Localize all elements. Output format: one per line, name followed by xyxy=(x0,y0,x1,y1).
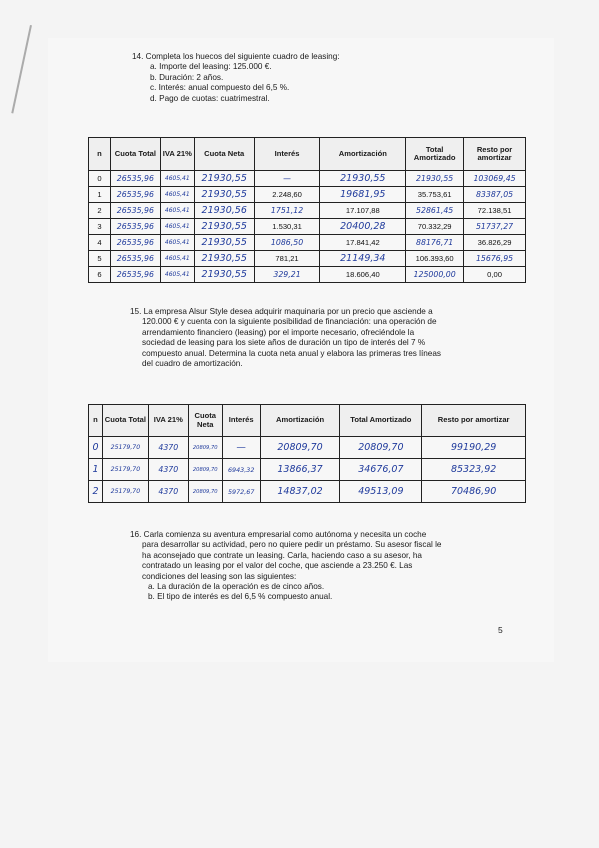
table-row xyxy=(89,251,526,267)
question-16-item: b. El tipo de interés es del 6,5 % compuesto anual. xyxy=(148,592,333,602)
handwritten-cell: 4605,41 xyxy=(160,251,194,267)
handwritten-cell: 21930,55 xyxy=(194,267,254,283)
handwritten-cell: 2 xyxy=(89,481,103,503)
handwritten-cell: 21930,55 xyxy=(194,219,254,235)
question-15 xyxy=(130,307,506,369)
column-header: IVA 21% xyxy=(148,405,188,437)
table-cell: 6 xyxy=(89,267,111,283)
column-header: IVA 21% xyxy=(160,138,194,171)
handwritten-cell: 85323,92 xyxy=(422,459,526,481)
column-header: Total Amortizado xyxy=(340,405,422,437)
table-row xyxy=(89,187,526,203)
column-header: Cuota Neta xyxy=(188,405,222,437)
question-14-title: 14. Completa los huecos del siguiente cuadro de leasing: xyxy=(132,52,340,61)
handwritten-cell: 13866,37 xyxy=(260,459,340,481)
handwritten-cell: 20400,28 xyxy=(320,219,406,235)
handwritten-cell: 4370 xyxy=(148,437,188,459)
column-header: Cuota Total xyxy=(110,138,160,171)
leasing-table-2 xyxy=(88,404,526,503)
handwritten-cell: 5972,67 xyxy=(222,481,260,503)
handwritten-cell: 51737,27 xyxy=(464,219,526,235)
question-15-line: sociedad de leasing para los siete años de duración un tipo de interés del 7 % xyxy=(142,338,426,348)
handwritten-cell: 26535,96 xyxy=(110,267,160,283)
handwritten-cell: 21930,55 xyxy=(194,171,254,187)
handwritten-cell: 15676,95 xyxy=(464,251,526,267)
page-number: 5 xyxy=(498,625,503,635)
handwritten-cell: 19681,95 xyxy=(320,187,406,203)
table-cell: 106.393,60 xyxy=(406,251,464,267)
question-15-line: arrendamiento financiero (leasing) por el importe necesario, ofreciéndole la xyxy=(142,327,415,337)
table-cell: 781,21 xyxy=(254,251,320,267)
question-16-line: para desarrollar su actividad, pero no quiere pedir un préstamo. Su asesor fiscal le xyxy=(142,540,442,550)
handwritten-cell: 25179,70 xyxy=(102,459,148,481)
handwritten-cell: 21930,55 xyxy=(320,171,406,187)
handwritten-cell: 25179,70 xyxy=(102,437,148,459)
handwritten-cell: 99190,29 xyxy=(422,437,526,459)
table-cell: 36.826,29 xyxy=(464,235,526,251)
handwritten-cell: 21149,34 xyxy=(320,251,406,267)
handwritten-cell: 1 xyxy=(89,459,103,481)
handwritten-cell: 26535,96 xyxy=(110,219,160,235)
question-15-line: del cuadro de amortización. xyxy=(142,359,243,369)
handwritten-cell: — xyxy=(222,437,260,459)
handwritten-cell: 4605,41 xyxy=(160,203,194,219)
handwritten-cell: 21930,56 xyxy=(194,203,254,219)
question-15-line: compuesto anual. Determina la cuota neta anual y elabora las primeras tres líneas xyxy=(142,348,442,358)
table-row xyxy=(89,235,526,251)
handwritten-cell: 4370 xyxy=(148,481,188,503)
question-16-line: ha aconsejado que contrate un leasing. Carla, haciendo caso a su asesor, ha xyxy=(142,550,422,560)
leasing-table-1 xyxy=(88,137,526,283)
handwritten-cell: 20809,70 xyxy=(188,481,222,503)
handwritten-cell: 6943,32 xyxy=(222,459,260,481)
handwritten-cell: 34676,07 xyxy=(340,459,422,481)
handwritten-cell: 70486,90 xyxy=(422,481,526,503)
handwritten-cell: 21930,55 xyxy=(194,235,254,251)
table-cell: 0 xyxy=(89,171,111,187)
column-header: n xyxy=(89,138,111,171)
column-header: Amortización xyxy=(320,138,406,171)
question-14-item: d. Pago de cuotas: cuatrimestral. xyxy=(150,93,270,103)
table-cell: 5 xyxy=(89,251,111,267)
column-header: Interés xyxy=(222,405,260,437)
question-14-item: a. Importe del leasing: 125.000 €. xyxy=(150,62,272,72)
question-16-line: 16. Carla comienza su aventura empresarial como autónoma y necesita un coche xyxy=(130,530,427,539)
table-cell: 1 xyxy=(89,187,111,203)
question-15-line: 15. La empresa Alsur Style desea adquirir maquinaria por un precio que asciende a xyxy=(130,307,433,316)
table-row xyxy=(89,481,526,503)
handwritten-cell: 26535,96 xyxy=(110,171,160,187)
handwritten-cell: 21930,55 xyxy=(194,187,254,203)
handwritten-cell: 21930,55 xyxy=(406,171,464,187)
handwritten-cell: 88176,71 xyxy=(406,235,464,251)
table-header-row xyxy=(89,405,526,437)
handwritten-cell: 4605,41 xyxy=(160,235,194,251)
column-header: Cuota Neta xyxy=(194,138,254,171)
table-cell: 72.138,51 xyxy=(464,203,526,219)
handwritten-cell: 4605,41 xyxy=(160,267,194,283)
table-row xyxy=(89,459,526,481)
handwritten-cell: 0 xyxy=(89,437,103,459)
column-header: Amortización xyxy=(260,405,340,437)
question-14 xyxy=(132,52,522,104)
table-row xyxy=(89,219,526,235)
question-15-line: 120.000 € y cuenta con la siguiente posibilidad de financiación: una operación de xyxy=(142,317,437,327)
handwritten-cell: 26535,96 xyxy=(110,187,160,203)
table-cell: 3 xyxy=(89,219,111,235)
table-row xyxy=(89,437,526,459)
question-16-line: condiciones del leasing son las siguientes: xyxy=(142,571,297,581)
handwritten-cell: 1751,12 xyxy=(254,203,320,219)
column-header: Resto por amortizar xyxy=(464,138,526,171)
handwritten-cell: 25179,70 xyxy=(102,481,148,503)
handwritten-cell: 52861,45 xyxy=(406,203,464,219)
handwritten-cell: 20809,70 xyxy=(188,459,222,481)
table-cell: 70.332,29 xyxy=(406,219,464,235)
table-cell: 0,00 xyxy=(464,267,526,283)
handwritten-cell: 49513,09 xyxy=(340,481,422,503)
handwritten-cell: 26535,96 xyxy=(110,235,160,251)
table-header-row xyxy=(89,138,526,171)
table-cell: 2 xyxy=(89,203,111,219)
handwritten-cell: 1086,50 xyxy=(254,235,320,251)
table-row xyxy=(89,203,526,219)
column-header: Interés xyxy=(254,138,320,171)
handwritten-cell: 329,21 xyxy=(254,267,320,283)
table-row xyxy=(89,267,526,283)
page-edge-shadow xyxy=(11,25,32,113)
handwritten-cell: 4605,41 xyxy=(160,219,194,235)
question-14-item: c. Interés: anual compuesto del 6,5 %. xyxy=(150,83,290,93)
question-16-line: contratado un leasing por el valor del coche, que asciende a 23.250 €. Las xyxy=(142,561,413,571)
question-16-item: a. La duración de la operación es de cinco años. xyxy=(148,582,325,592)
table-cell: 2.248,60 xyxy=(254,187,320,203)
table-row xyxy=(89,171,526,187)
handwritten-cell: 4370 xyxy=(148,459,188,481)
table-cell: 35.753,61 xyxy=(406,187,464,203)
handwritten-cell: 4605,41 xyxy=(160,187,194,203)
handwritten-cell: — xyxy=(254,171,320,187)
handwritten-cell: 26535,96 xyxy=(110,203,160,219)
handwritten-cell: 20809,70 xyxy=(340,437,422,459)
handwritten-cell: 125000,00 xyxy=(406,267,464,283)
question-14-item: b. Duración: 2 años. xyxy=(150,72,224,82)
table-cell: 18.606,40 xyxy=(320,267,406,283)
handwritten-cell: 20809,70 xyxy=(188,437,222,459)
handwritten-cell: 103069,45 xyxy=(464,171,526,187)
handwritten-cell: 4605,41 xyxy=(160,171,194,187)
column-header: Resto por amortizar xyxy=(422,405,526,437)
column-header: Total Amortizado xyxy=(406,138,464,171)
table-cell: 17.841,42 xyxy=(320,235,406,251)
column-header: Cuota Total xyxy=(102,405,148,437)
handwritten-cell: 26535,96 xyxy=(110,251,160,267)
table-cell: 1.530,31 xyxy=(254,219,320,235)
table-cell: 17.107,88 xyxy=(320,203,406,219)
handwritten-cell: 14837,02 xyxy=(260,481,340,503)
table-cell: 4 xyxy=(89,235,111,251)
column-header: n xyxy=(89,405,103,437)
handwritten-cell: 20809,70 xyxy=(260,437,340,459)
handwritten-cell: 83387,05 xyxy=(464,187,526,203)
question-16 xyxy=(130,530,506,603)
handwritten-cell: 21930,55 xyxy=(194,251,254,267)
